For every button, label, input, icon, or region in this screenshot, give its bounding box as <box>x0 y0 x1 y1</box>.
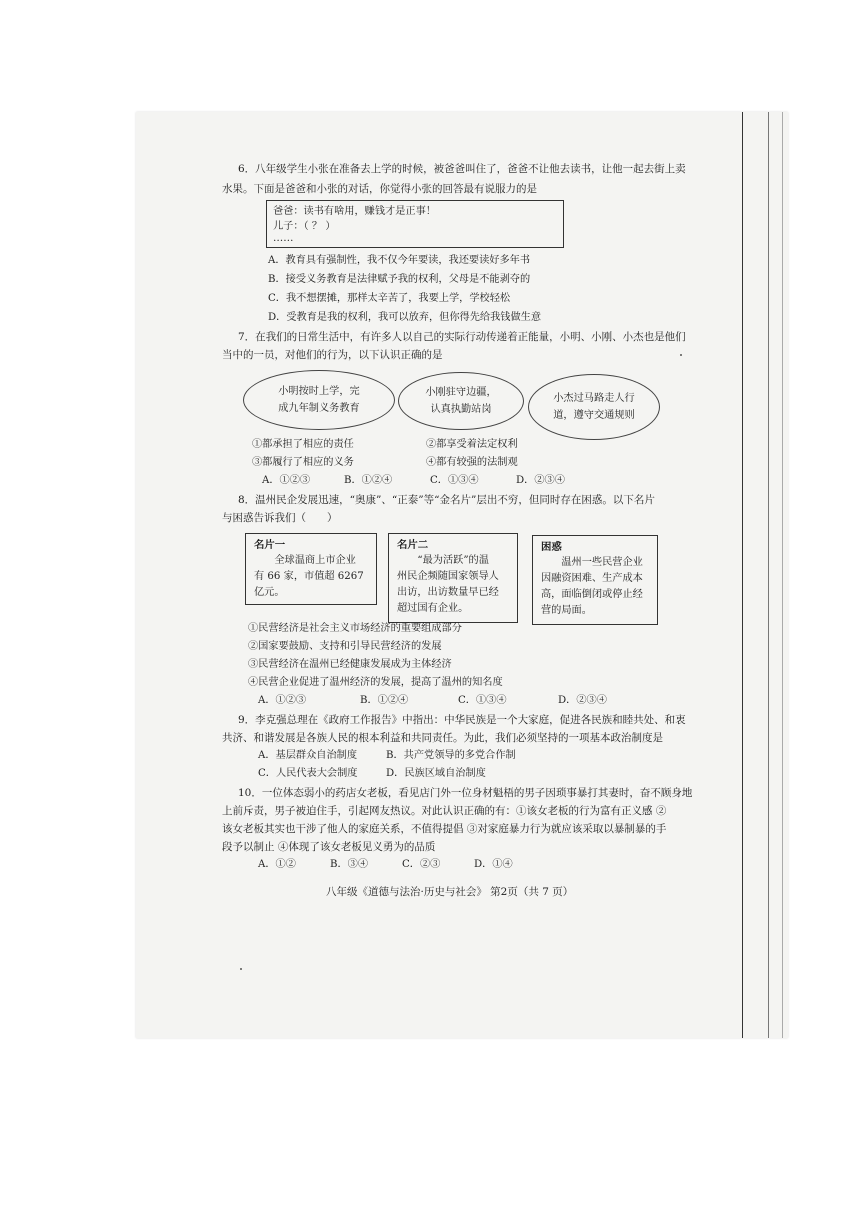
q9-option-c: C．人民代表大会制度 <box>258 768 358 779</box>
dialog-son: 儿子：（ ？ ） <box>273 221 336 232</box>
page-edge-line <box>768 112 769 1038</box>
q7-statement-2: ②都享受着法定权利 <box>426 439 518 450</box>
q6-stem-line1: 6．八年级学生小张在准备去上学的时候，被爸爸叫住了，爸爸不让他去读书，让他一起去街上卖 <box>238 163 686 175</box>
q10-option-a: A．①② <box>258 859 296 870</box>
q8-option-a: A．①②③ <box>258 695 307 706</box>
q10-stem-line3: 该女老板其实也干涉了他人的家庭关系，不值得提倡 ③对家庭暴力行为就应该采取以暴制暴的手 <box>222 823 667 835</box>
q10-option-d: D．①④ <box>474 859 513 870</box>
card-1-body: 全球温商上市企业 有 66 家，市值超 6267 亿元。 <box>254 555 364 598</box>
q8-statement-3: ③民营经济在温州已经健康发展成为主体经济 <box>248 659 452 670</box>
bubble-xiaojie-line2: 道，遵守交通规则 <box>553 410 635 421</box>
q10-option-c: C．②③ <box>402 859 441 870</box>
q8-statement-1: ①民营经济是社会主义市场经济的重要组成部分 <box>248 623 462 634</box>
card-confusion <box>532 535 658 625</box>
bubble-xiaogang-line1: 小刚驻守边疆， <box>425 387 497 398</box>
page-footer: 八年级《道德与法治·历史与社会》 第2页（共 7 页） <box>326 886 574 898</box>
scan-speck <box>240 968 242 970</box>
card-2-body: “最为活跃”的温 州民企频随国家领导人 出访，出访数量早已经 超过国有企业。 <box>397 555 499 614</box>
q7-option-c: C．①③④ <box>430 475 479 486</box>
bubble-xiaojie <box>528 374 660 440</box>
dialog-ellipsis: …… <box>273 233 294 244</box>
card-2-title: 名片二 <box>397 539 429 551</box>
bubble-xiaoming-line2: 成九年制义务教育 <box>278 403 360 414</box>
q8-option-c: C．①③④ <box>458 695 507 706</box>
page-edge-line <box>742 112 743 1038</box>
q10-stem-line4: 段予以制止 ④体现了该女老板见义勇为的品质 <box>222 841 436 853</box>
q9-option-a: A．基层群众自治制度 <box>258 750 358 761</box>
bubble-xiaogang-line2: 认真执勤站岗 <box>430 404 492 415</box>
q9-option-b: B．共产党领导的多党合作制 <box>386 750 516 761</box>
q8-statement-2: ②国家要鼓励、支持和引导民营经济的发展 <box>248 641 442 652</box>
q6-stem-line2: 水果。下面是爸爸和小张的对话，你觉得小张的回答最有说服力的是 <box>222 183 537 195</box>
q7-option-b: B．①②④ <box>344 475 393 486</box>
q6-option-c: C．我不想摆摊，那样太辛苦了，我要上学，学校轻松 <box>268 293 511 304</box>
q8-stem-line2: 与困惑告诉我们（ ） <box>222 512 338 524</box>
card-1-title: 名片一 <box>254 539 286 551</box>
bubble-xiaoming-line1: 小明按时上学，完 <box>278 386 360 397</box>
scan-speck <box>680 354 682 356</box>
q8-stem-line1: 8．温州民企发展迅速，“奥康”、“正泰”等“金名片”层出不穷，但同时存在困惑。以下名片 <box>238 494 655 506</box>
bubble-xiaoming <box>243 370 395 430</box>
q8-option-d: D．②③④ <box>558 695 607 706</box>
q6-option-d: D．受教育是我的权利，我可以放弃，但你得先给我钱做生意 <box>268 312 542 323</box>
q10-stem-line2: 上前斥责，男子被迫住手，引起网友热议。对此认识正确的有：①该女老板的行为富有正义感 ② <box>222 805 667 817</box>
q6-dialog-box <box>266 200 564 248</box>
q7-option-d: D．②③④ <box>516 475 565 486</box>
bubble-xiaojie-line1: 小杰过马路走人行 <box>553 393 635 404</box>
q9-option-d: D．民族区域自治制度 <box>386 768 486 779</box>
q7-stem-line2: 当中的一员，对他们的行为，以下认识正确的是 <box>222 349 443 361</box>
q8-option-b: B．①②④ <box>360 695 409 706</box>
dialog-father: 爸爸：读书有啥用，赚钱才是正事！ <box>273 206 436 217</box>
q6-option-b: B．接受义务教育是法律赋予我的权利，父母是不能剥夺的 <box>268 274 531 285</box>
card-2 <box>388 533 518 623</box>
q7-stem-line1: 7．在我们的日常生活中，有许多人以自己的实际行动传递着正能量，小明、小刚、小杰也是他们 <box>238 331 686 343</box>
card-confusion-body: 温州一些民营企业 因融资困难、生产成本 高，面临倒闭或停止经 营的局面。 <box>541 557 643 616</box>
q9-stem-line1: 9．李克强总理在《政府工作报告》中指出：中华民族是一个大家庭，促进各民族和睦共处、和衷 <box>238 714 686 726</box>
q7-statement-3: ③都履行了相应的义务 <box>252 457 354 468</box>
page-edge-line <box>782 112 783 1038</box>
bubble-xiaogang <box>398 372 524 430</box>
q7-option-a: A．①②③ <box>262 475 311 486</box>
q10-option-b: B．③④ <box>330 859 369 870</box>
q10-stem-line1: 10．一位体态弱小的药店女老板，看见店门外一位身材魁梧的男子因琐事暴打其妻时，奋不顾身地 <box>238 787 693 799</box>
q7-statement-1: ①都承担了相应的责任 <box>252 439 354 450</box>
q9-stem-line2: 共济、和谐发展是各族人民的根本利益和共同责任。为此，我们必须坚持的一项基本政治制度是 <box>222 732 663 744</box>
q8-statement-4: ④民营企业促进了温州经济的发展，提高了温州的知名度 <box>248 677 503 688</box>
card-confusion-title: 困惑 <box>541 541 562 553</box>
q6-option-a: A．教育具有强制性，我不仅今年要读，我还要读好多年书 <box>268 255 531 266</box>
card-1 <box>245 533 377 605</box>
q7-statement-4: ④都有较强的法制观 <box>426 457 518 468</box>
